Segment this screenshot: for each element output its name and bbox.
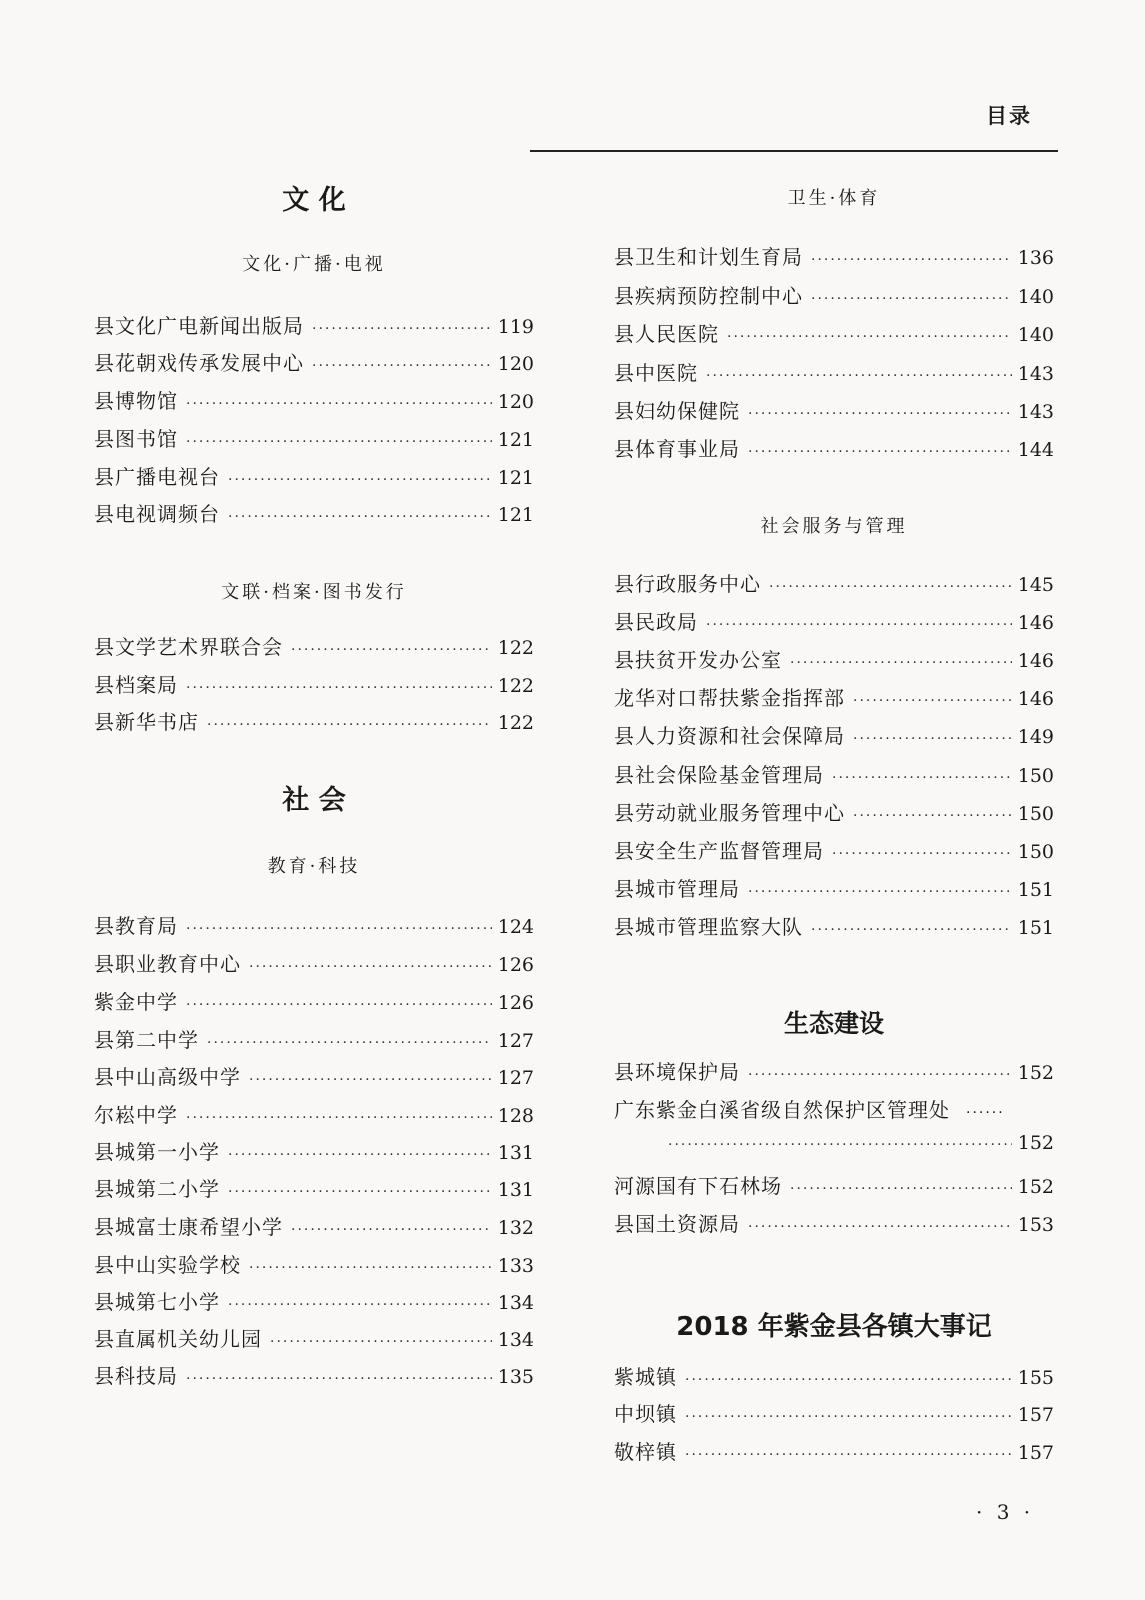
- toc-entry-page: 144: [1017, 439, 1054, 461]
- leader-dots: [270, 1334, 492, 1350]
- toc-entry-label: 县妇幼保健院: [614, 399, 740, 423]
- toc-entry-page: 136: [1017, 247, 1054, 269]
- toc-entry-page: 122: [497, 637, 534, 659]
- toc-entry-label: 县城市管理监察大队: [614, 915, 803, 939]
- toc-entry[interactable]: [94, 1211, 534, 1239]
- toc-entry-label: 县中山高级中学: [94, 1065, 241, 1089]
- toc-entry-page: 133: [497, 1255, 534, 1277]
- toc-entry-label: 敬梓镇: [614, 1440, 677, 1464]
- toc-entry[interactable]: [94, 310, 534, 338]
- leader-dots: [186, 434, 492, 450]
- toc-entry-label: 县图书馆: [94, 427, 178, 451]
- toc-entry[interactable]: [94, 498, 534, 526]
- toc-entry-label: 县国土资源局: [614, 1212, 740, 1236]
- leader-dots: [832, 846, 1012, 862]
- leader-dots: [312, 358, 492, 374]
- toc-entry-label: 县直属机关幼儿园: [94, 1327, 262, 1351]
- leader-dots: [186, 396, 492, 412]
- subsection-title: 文化·广播·电视: [242, 254, 386, 275]
- toc-entry-label: 尔崧中学: [94, 1103, 178, 1127]
- leader-dots: [291, 1222, 492, 1238]
- toc-entry-label: 县体育事业局: [614, 437, 740, 461]
- toc-entry-label: 县文学艺术界联合会: [94, 635, 283, 659]
- toc-entry[interactable]: [94, 1024, 534, 1052]
- toc-entry-label: 县城第二小学: [94, 1177, 220, 1201]
- subsection-title: 文联·档案·图书发行: [221, 582, 407, 603]
- subsection-title: 卫生·体育: [787, 188, 881, 209]
- leader-dots: [748, 444, 1012, 460]
- toc-entry-page: 143: [1017, 401, 1054, 423]
- toc-entry[interactable]: [94, 706, 534, 734]
- toc-entry[interactable]: [94, 910, 534, 938]
- toc-entry-label: 县环境保护局: [614, 1060, 740, 1084]
- leader-dots: [706, 617, 1012, 633]
- leader-dots: [249, 1072, 492, 1088]
- toc-entry-label: 县民政局: [614, 610, 698, 634]
- toc-entry[interactable]: [614, 720, 1054, 748]
- toc-entry[interactable]: [94, 1136, 534, 1164]
- toc-entry-label: 河源国有下石林场: [614, 1174, 782, 1198]
- toc-entry[interactable]: [614, 873, 1054, 901]
- toc-entry[interactable]: [614, 759, 1054, 787]
- toc-entry-label: 县城市管理局: [614, 877, 740, 901]
- leader-dots: [832, 770, 1012, 786]
- toc-entry-label: 紫金中学: [94, 990, 178, 1014]
- toc-entry-label: 广东紫金白溪省级自然保护区管理处: [614, 1098, 950, 1122]
- toc-entry-page: 124: [497, 916, 534, 938]
- toc-entry-label: 紫城镇: [614, 1365, 677, 1389]
- toc-entry-page: 121: [497, 467, 534, 489]
- toc-entry[interactable]: [94, 631, 534, 659]
- toc-entry-label: 县电视调频台: [94, 502, 220, 526]
- leader-dots: [685, 1372, 1012, 1388]
- toc-entry[interactable]: [614, 835, 1054, 863]
- toc-entry-page: 134: [497, 1292, 534, 1314]
- leader-dots: [685, 1447, 1012, 1463]
- leader-dots: [706, 368, 1012, 384]
- page-number: · 3 ·: [976, 1500, 1035, 1524]
- toc-entry-page: 146: [1017, 688, 1054, 710]
- toc-entry[interactable]: [94, 948, 534, 976]
- toc-entry-page: 152: [1017, 1176, 1054, 1198]
- toc-entry[interactable]: [94, 1061, 534, 1089]
- leader-dots: [748, 406, 1012, 422]
- toc-entry[interactable]: [94, 423, 534, 451]
- leader-dots: [249, 1260, 492, 1276]
- leader-dots-short: ······: [966, 1105, 1005, 1121]
- toc-entry-page: 146: [1017, 612, 1054, 634]
- toc-entry-label: 龙华对口帮扶紫金指挥部: [614, 686, 845, 710]
- leader-dots: [228, 509, 492, 525]
- toc-entry[interactable]: [614, 644, 1054, 672]
- section-title-ecology: 生态建设: [783, 1009, 884, 1038]
- toc-entry[interactable]: [614, 357, 1054, 385]
- toc-entry[interactable]: [614, 1361, 1054, 1389]
- leader-dots: [811, 922, 1012, 938]
- toc-entry-page: 132: [497, 1217, 534, 1239]
- toc-entry[interactable]: [94, 347, 534, 375]
- toc-entry-label: 县新华书店: [94, 710, 199, 734]
- toc-entry-page: 126: [497, 954, 534, 976]
- leader-dots: [207, 717, 492, 733]
- toc-entry-label: 县人民医院: [614, 322, 719, 346]
- leader-dots: [748, 1067, 1012, 1083]
- toc-entry[interactable]: [614, 1436, 1054, 1464]
- toc-entry[interactable]: [614, 682, 1054, 710]
- section-title-culture: 文 化: [282, 185, 346, 216]
- toc-entry-label: 县扶贫开发办公室: [614, 648, 782, 672]
- toc-entry[interactable]: [614, 911, 1054, 939]
- leader-dots: [853, 808, 1012, 824]
- toc-entry[interactable]: [94, 1099, 534, 1127]
- leader-dots: [249, 959, 492, 975]
- toc-entry-continuation[interactable]: [668, 1132, 1054, 1160]
- toc-entry-page: 153: [1017, 1214, 1054, 1236]
- leader-dots: [811, 291, 1012, 307]
- toc-entry-page: 140: [1017, 324, 1054, 346]
- toc-entry[interactable]: [614, 1208, 1054, 1236]
- toc-entry-label: 县中山实验学校: [94, 1253, 241, 1277]
- toc-entry-page: 131: [497, 1179, 534, 1201]
- toc-entry-page: 150: [1017, 765, 1054, 787]
- leader-dots: [291, 642, 492, 658]
- leader-dots: [853, 731, 1012, 747]
- toc-entry-page: 140: [1017, 286, 1054, 308]
- toc-entry[interactable]: [94, 1286, 534, 1314]
- toc-entry-page: 152: [1017, 1132, 1054, 1154]
- leader-dots: [228, 1297, 492, 1313]
- toc-entry-label: 县行政服务中心: [614, 572, 761, 596]
- subsection-title: 社会服务与管理: [760, 516, 908, 537]
- toc-entry[interactable]: [94, 986, 534, 1014]
- toc-entry-page: 145: [1017, 574, 1054, 596]
- toc-entry[interactable]: [614, 1056, 1054, 1084]
- leader-dots: [186, 1371, 492, 1387]
- toc-entry[interactable]: [614, 241, 1054, 269]
- header-title: 目录: [986, 103, 1032, 128]
- toc-entry-page: 135: [497, 1366, 534, 1388]
- toc-entry[interactable]: [614, 1170, 1054, 1198]
- leader-dots: [748, 1219, 1012, 1235]
- toc-entry[interactable]: [94, 669, 534, 697]
- leader-dots: [685, 1409, 1012, 1425]
- toc-entry-label: 县人力资源和社会保障局: [614, 724, 845, 748]
- toc-entry-page: 143: [1017, 363, 1054, 385]
- toc-entry-page: 157: [1017, 1404, 1054, 1426]
- toc-entry[interactable]: [614, 318, 1054, 346]
- toc-entry-label: 县城第七小学: [94, 1290, 220, 1314]
- toc-entry-page: 150: [1017, 841, 1054, 863]
- toc-entry-page: 127: [497, 1030, 534, 1052]
- toc-entry-label: 县社会保险基金管理局: [614, 763, 824, 787]
- leader-dots: [769, 579, 1012, 595]
- toc-entry[interactable]: [94, 1323, 534, 1351]
- toc-entry-page: 126: [497, 992, 534, 1014]
- toc-entry[interactable]: [94, 385, 534, 413]
- toc-entry-label: 县中医院: [614, 361, 698, 385]
- toc-entry-page: 122: [497, 712, 534, 734]
- toc-entry-page: 151: [1017, 917, 1054, 939]
- toc-entry-page: 152: [1017, 1062, 1054, 1084]
- toc-entry-label: 县第二中学: [94, 1028, 199, 1052]
- toc-entry-label: 县疾病预防控制中心: [614, 284, 803, 308]
- toc-entry-label: 县卫生和计划生育局: [614, 245, 803, 269]
- leader-dots: [790, 655, 1012, 671]
- subsection-title: 教育·科技: [267, 856, 361, 877]
- toc-entry-wrapped[interactable]: [614, 1094, 1054, 1122]
- toc-entry-label: 县档案局: [94, 673, 178, 697]
- leader-dots: [811, 252, 1012, 268]
- toc-entry-page: 121: [497, 504, 534, 526]
- toc-entry-label: 县安全生产监督管理局: [614, 839, 824, 863]
- toc-entry[interactable]: [614, 606, 1054, 634]
- toc-entry[interactable]: [614, 280, 1054, 308]
- toc-entry[interactable]: [94, 461, 534, 489]
- toc-entry-label: 县教育局: [94, 914, 178, 938]
- leader-dots: [790, 1181, 1012, 1197]
- toc-entry-page: 120: [497, 391, 534, 413]
- toc-entry[interactable]: [94, 1249, 534, 1277]
- leader-dots: [186, 680, 492, 696]
- toc-entry-label: 县科技局: [94, 1364, 178, 1388]
- toc-entry-label: 县职业教育中心: [94, 952, 241, 976]
- header-rule: [530, 150, 1058, 152]
- toc-entry-page: 131: [497, 1142, 534, 1164]
- leader-dots: [727, 329, 1012, 345]
- toc-entry-label: 县城富士康希望小学: [94, 1215, 283, 1239]
- leader-dots: [207, 1035, 492, 1051]
- toc-entry[interactable]: [614, 395, 1054, 423]
- toc-entry-page: 150: [1017, 803, 1054, 825]
- toc-entry[interactable]: [614, 433, 1054, 461]
- toc-entry[interactable]: [614, 568, 1054, 596]
- toc-entry-page: 120: [497, 353, 534, 375]
- toc-entry[interactable]: [94, 1360, 534, 1388]
- toc-entry[interactable]: [614, 797, 1054, 825]
- leader-dots: [668, 1137, 1012, 1153]
- toc-entry-label: 县文化广电新闻出版局: [94, 314, 304, 338]
- toc-entry-page: 146: [1017, 650, 1054, 672]
- leader-dots: [853, 693, 1012, 709]
- section-title-society: 社 会: [282, 785, 346, 816]
- toc-entry[interactable]: [614, 1398, 1054, 1426]
- toc-entry-label: 县博物馆: [94, 389, 178, 413]
- leader-dots: [228, 1147, 492, 1163]
- toc-entry-page: 151: [1017, 879, 1054, 901]
- toc-entry-label: 县城第一小学: [94, 1140, 220, 1164]
- toc-entry-page: 134: [497, 1329, 534, 1351]
- leader-dots: [312, 321, 492, 337]
- leader-dots: [748, 884, 1012, 900]
- leader-dots: [228, 1184, 492, 1200]
- toc-entry-label: 县劳动就业服务管理中心: [614, 801, 845, 825]
- leader-dots: [186, 997, 492, 1013]
- toc-entry-page: 119: [497, 316, 534, 338]
- leader-dots: [186, 921, 492, 937]
- toc-entry-page: 128: [497, 1105, 534, 1127]
- toc-entry-page: 155: [1017, 1367, 1054, 1389]
- toc-entry[interactable]: [94, 1173, 534, 1201]
- toc-entry-page: 121: [497, 429, 534, 451]
- toc-entry-page: 149: [1017, 726, 1054, 748]
- toc-entry-page: 122: [497, 675, 534, 697]
- toc-entry-label: 县花朝戏传承发展中心: [94, 351, 304, 375]
- toc-entry-page: 157: [1017, 1442, 1054, 1464]
- leader-dots: [186, 1110, 492, 1126]
- section-title-events: 2018 年紫金县各镇大事记: [676, 1312, 992, 1342]
- leader-dots: [228, 472, 492, 488]
- toc-entry-label: 中坝镇: [614, 1402, 677, 1426]
- toc-entry-page: 127: [497, 1067, 534, 1089]
- toc-entry-label: 县广播电视台: [94, 465, 220, 489]
